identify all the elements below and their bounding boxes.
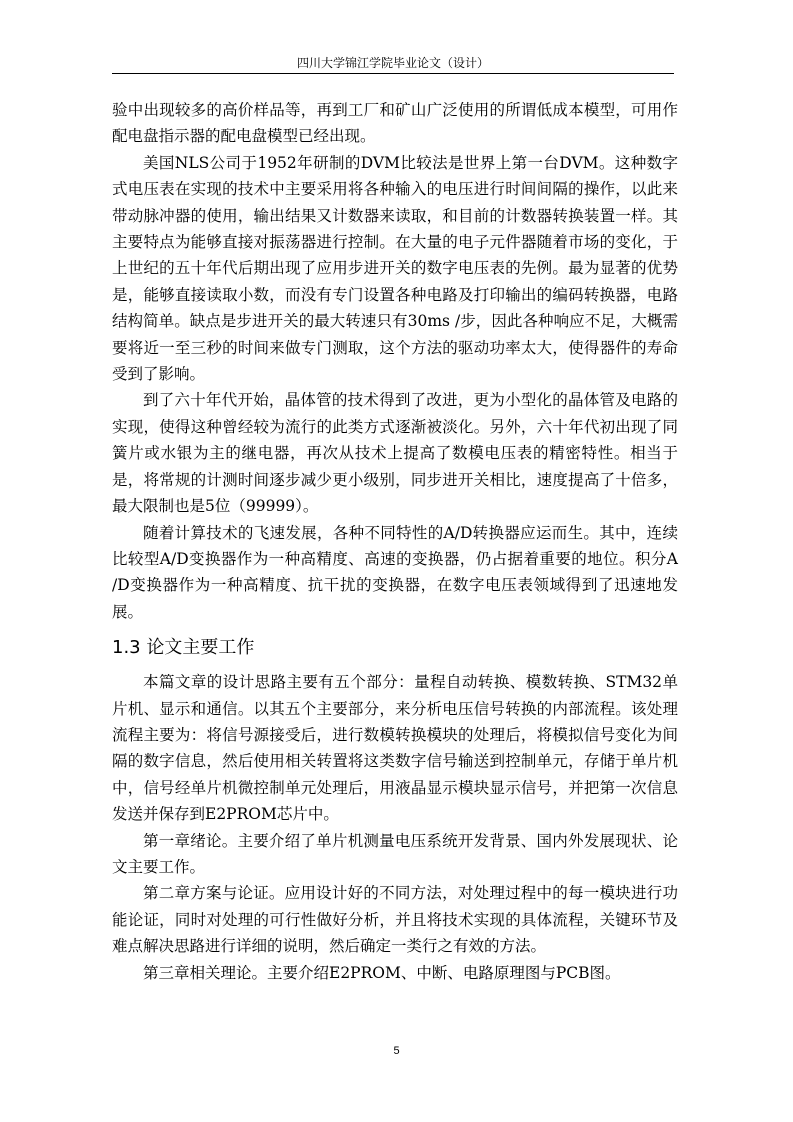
page-header: 四川大学锦江学院毕业论文（设计） (296, 56, 489, 70)
paragraph-ad-converter: 随着计算技术的飞速发展，各种不同特性的A/D转换器应运而生。其中，连续比较型A/D变换器作为一种高精度、高速的变换器，仍占据着重要的地位。积分A /D变换器作为一种高精度、抗干扰的变换器，在数字电压表领域得到了迅速地发展。 (112, 523, 678, 621)
paragraph-continuation: 验中出现较多的高价样品等，再到工厂和矿山广泛使用的所谓低成本模型，可用作配电盘指示器的配电盘模型已经出现。 (112, 101, 678, 146)
page-body (112, 97, 678, 986)
paragraph-design-overview: 本篇文章的设计思路主要有五个部分：量程自动转换、模数转换、STM32单片机、显示和通信。以其五个主要部分，来分析电压信号转换的内部流程。该处理流程主要为：将信号源接受后，进行数模转换模块的处理后，将模拟信号变化为间隔的数字信息，然后使用相关转置将这类数字信号输送到控制单元，存储于单片机中，信号经单片机微控制单元处理后，用液晶显示模块显示信号，并把第一次信息发送并保存到E2PROM芯片中。 (112, 673, 678, 824)
paragraph-dvm-history: 美国NLS公司于1952年研制的DVM比较法是世界上第一台DVM。这种数字式电压表在实现的技术中主要采用将各种输入的电压进行时间间隔的操作，以此来带动脉冲器的使用，输出结果又计数器来读取，和目前的计数器转换装置一样。其主要特点为能够直接对振荡器进行控制。在大量的电子元件器随着市场的变化，于上世纪的五十年代后期出现了应用步进开关的数字电压表的先例。最为显著的优势是，能够直接读取小数，而没有专门设置各种电路及打印输出的编码转换器，电路结构简单。缺点是步进开关的最大转速只有30ms /步，因此各种响应不足，大概需要将近一至三秒的时间来做专门测取，这个方法的驱动功率太大，使得器件的寿命受到了影响。 (112, 153, 678, 384)
page-number: 5 (393, 1045, 400, 1057)
paragraph-chapter-2: 第二章方案与论证。应用设计好的不同方法，对处理过程中的每一模块进行功能论证，同时对处理的可行性做好分析，并且将技术实现的具体流程，关键环节及难点解决思路进行详细的说明，然后确定一类行之有效的方法。 (112, 884, 678, 956)
paragraph-chapter-3: 第三章相关理论。主要介绍E2PROM、中断、电路原理图与PCB图。 (143, 963, 621, 982)
paragraph-chapter-1: 第一章绪论。主要介绍了单片机测量电压系统开发背景、国内外发展现状、论文主要工作。 (112, 831, 678, 876)
paragraph-transistor-era: 到了六十年代开始，晶体管的技术得到了改进，更为小型化的晶体管及电路的实现，使得这种曾经较为流行的此类方式逐渐被淡化。另外，六十年代初出现了同簧片或水银为主的继电器，再次从技术上提高了数模电压表的精密特性。相当于是，将常规的计测时间逐步减少更小级别，同步进开关相比，速度提高了十倍多，最大限制也是5位（99999）。 (112, 391, 678, 516)
section-heading: 1.3 论文主要工作 (112, 637, 255, 659)
header-rule (112, 73, 674, 74)
